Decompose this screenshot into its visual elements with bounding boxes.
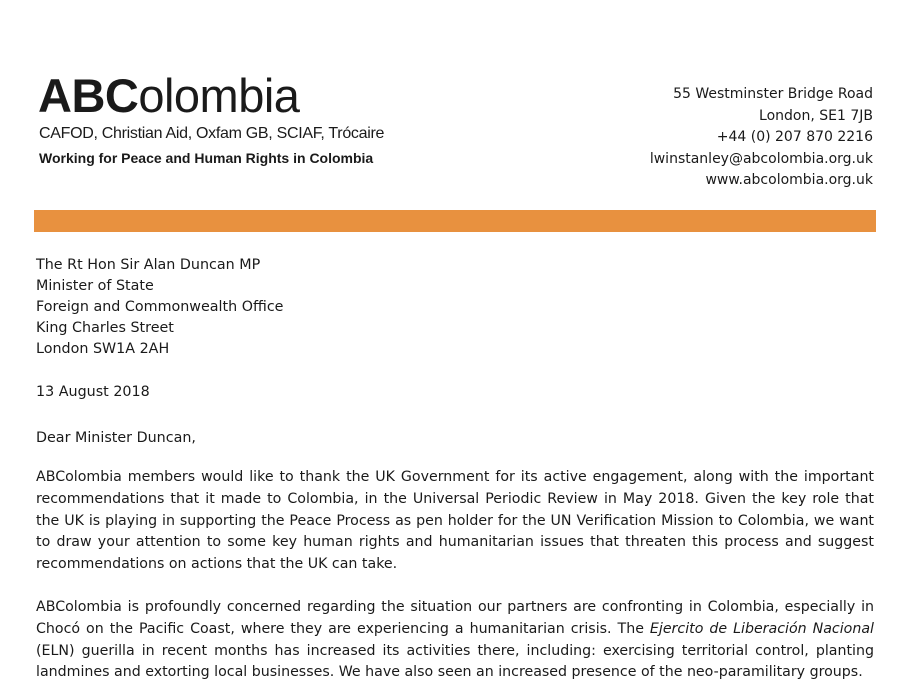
contact-block <box>650 84 873 192</box>
recipient-name: The Rt Hon Sir Alan Duncan MP <box>36 257 261 273</box>
recipient-city: London SW1A 2AH <box>36 341 170 357</box>
paragraph-2-start: ABColombia is profoundly concerned regarding the situation our partners are confronting in Colombia, especially in Chocó on the Pacific Coast, where they are experiencing a humanitarian crisis. The <box>36 599 874 637</box>
recipient-title: Minister of State <box>36 278 154 294</box>
letterhead-divider-bar <box>34 210 876 232</box>
logo-bold-part: ABC <box>38 69 139 122</box>
letter-date: 13 August 2018 <box>36 384 150 400</box>
phone-number: +44 (0) 207 870 2216 <box>716 129 873 145</box>
organization-logo <box>38 69 300 122</box>
member-organizations: CAFOD, Christian Aid, Oxfam GB, SCIAF, Trócaire <box>39 125 385 142</box>
recipient-office: Foreign and Commonwealth Office <box>36 299 284 315</box>
recipient-address <box>36 255 283 360</box>
paragraph-2-italic: Ejercito de Liberación Nacional <box>649 620 874 637</box>
body-paragraph-2 <box>36 597 874 684</box>
website-url: www.abcolombia.org.uk <box>705 172 873 188</box>
logo-regular-part: olombia <box>138 69 300 122</box>
address-line-1: 55 Westminster Bridge Road <box>673 86 873 102</box>
organization-tagline: Working for Peace and Human Rights in Colombia <box>39 150 374 166</box>
body-paragraph-1: ABColombia members would like to thank the UK Government for its active engagement, along with the important recommendations that it made to Colombia, in the Universal Periodic Review in May 2018. Given the key role that the UK is playing in supporting the Peace Process as pen holder for the UN Verification Mission to Colombia, we want to draw your attention to some key human rights and humanitarian issues that threaten this process and suggest recommendations on actions that the UK can take. <box>36 469 874 573</box>
recipient-street: King Charles Street <box>36 320 174 336</box>
paragraph-2-end: (ELN) guerilla in recent months has increased its activities there, including: exercising territorial control, planting landmines and extorting local businesses. We have also seen an increased presence of the neo-paramilitary groups. <box>36 642 874 681</box>
email-address: lwinstanley@abcolombia.org.uk <box>649 150 873 167</box>
salutation: Dear Minister Duncan, <box>36 430 196 446</box>
address-line-2: London, SE1 7JB <box>759 107 873 124</box>
